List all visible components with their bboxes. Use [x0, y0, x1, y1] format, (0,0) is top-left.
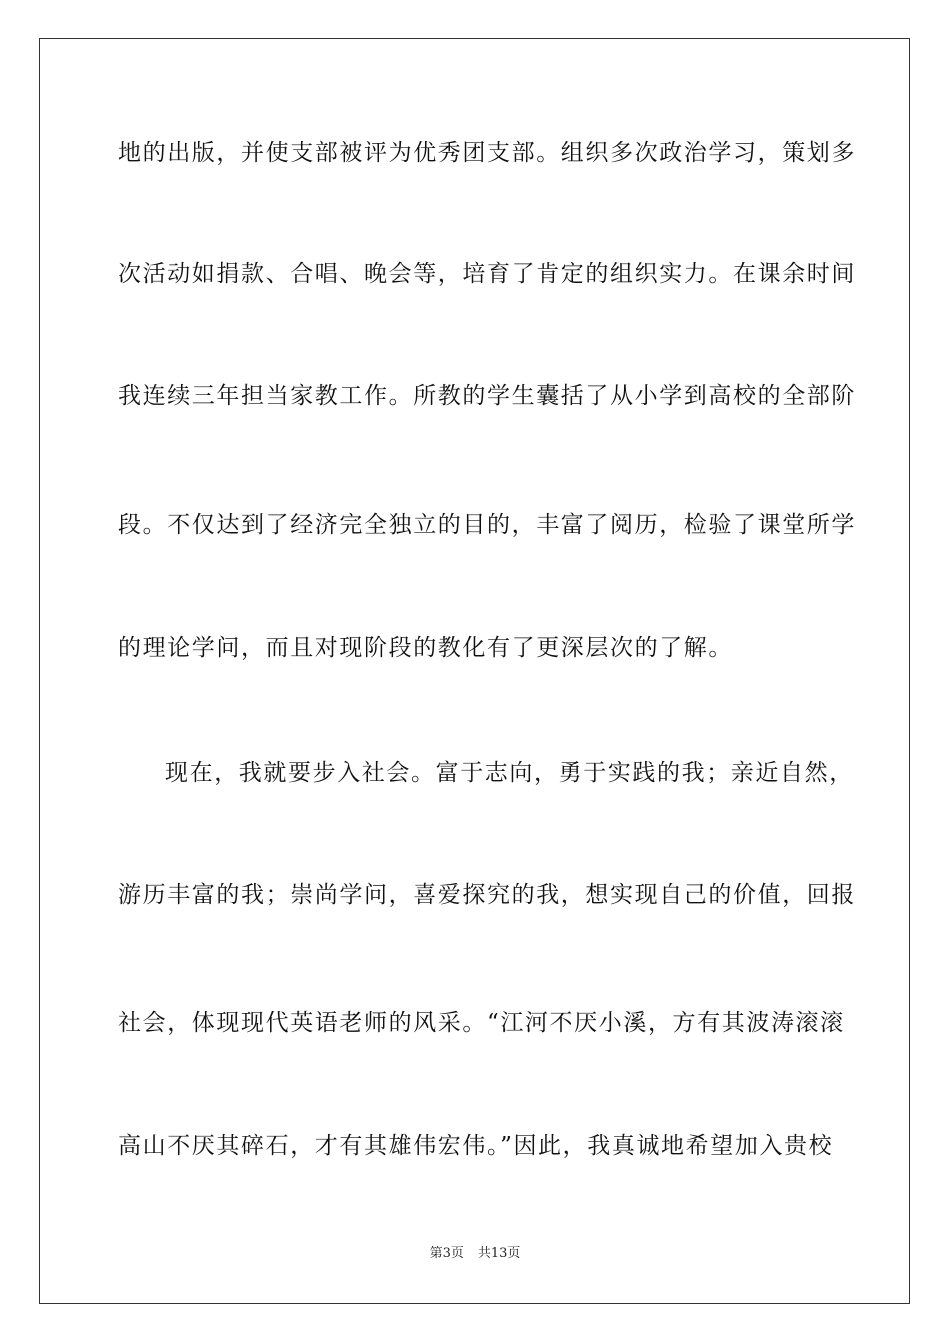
- page-number: 第3页: [429, 1246, 464, 1261]
- text-line-2: 次活动如捐款、合唱、晚会等，培育了肯定的组织实力。在课余时间: [118, 261, 856, 287]
- text-line-1: 地的出版，并使支部被评为优秀团支部。组织多次政治学习，策划多: [118, 140, 856, 166]
- text-line-6: 现在，我就要步入社会。富于志向，勇于实践的我；亲近自然，: [165, 760, 854, 786]
- text-line-7: 游历丰富的我；崇尚学问，喜爱探究的我，想实现自己的价值，回报: [118, 882, 856, 908]
- text-line-5: 的理论学问，而且对现阶段的教化有了更深层次的了解。: [118, 635, 733, 661]
- text-line-4: 段。不仅达到了经济完全独立的目的，丰富了阅历，检验了课堂所学: [118, 512, 856, 538]
- page-border: [39, 38, 910, 1304]
- text-line-9: 高山不厌其碎石，才有其雄伟宏伟。”因此，我真诚地希望加入贵校: [118, 1133, 834, 1159]
- text-line-3: 我连续三年担当家教工作。所教的学生囊括了从小学到高校的全部阶: [118, 383, 856, 409]
- total-pages: 共13页: [477, 1246, 521, 1261]
- page-footer: [0, 1246, 950, 1262]
- text-line-8: 社会，体现现代英语老师的风采。“江河不厌小溪，方有其波涛滚滚: [118, 1010, 845, 1036]
